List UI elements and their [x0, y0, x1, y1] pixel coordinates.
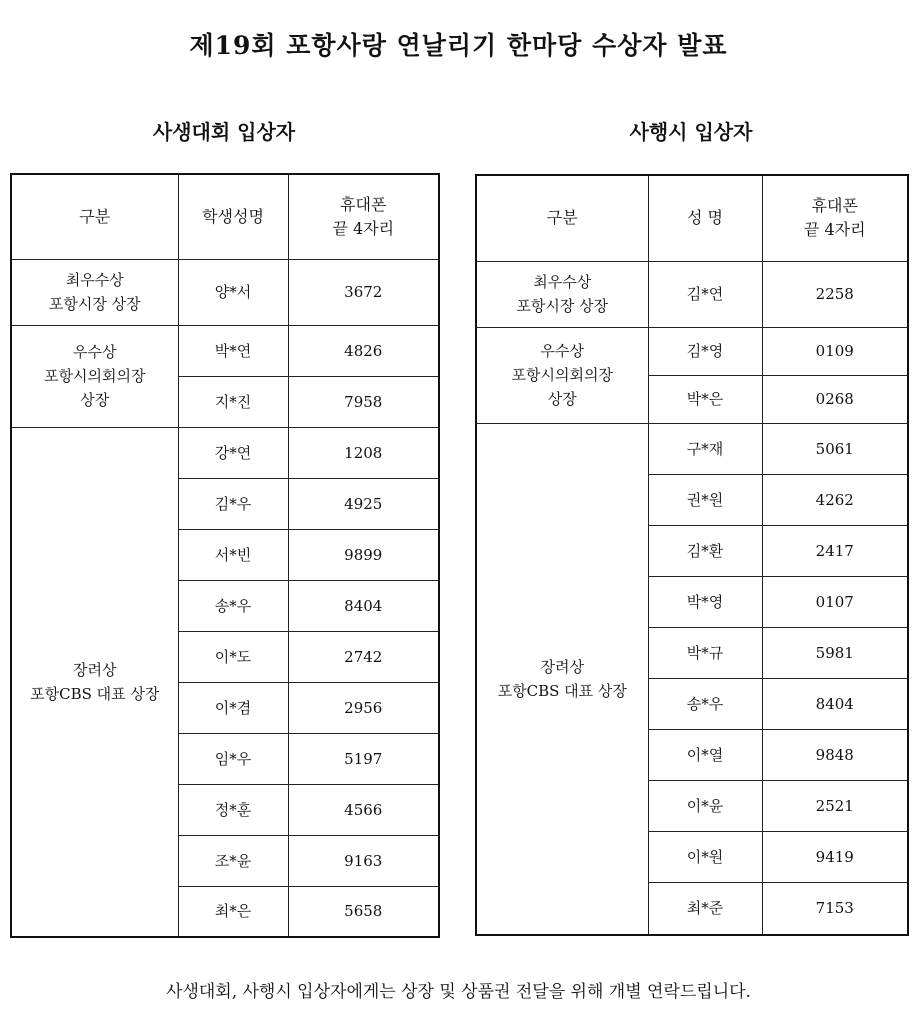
- kite-awards-table: [475, 174, 909, 936]
- winner-name: 권*원: [648, 474, 762, 525]
- phone-last4: 5981: [762, 627, 908, 678]
- winner-name: 송*우: [648, 678, 762, 729]
- header-category: 구분: [11, 174, 178, 259]
- table-header-row: [11, 174, 439, 259]
- header-phone-line2: 끝 4자리: [803, 220, 866, 240]
- phone-last4: 7958: [288, 376, 439, 427]
- table-row: [11, 325, 439, 376]
- winner-name: 박*규: [648, 627, 762, 678]
- winner-name: 이*원: [648, 831, 762, 882]
- winner-name: 이*겸: [178, 682, 288, 733]
- contact-notice: 사생대회, 사행시 입상자에게는 상장 및 상품권 전달을 위해 개별 연락드립니다.: [166, 982, 751, 1002]
- winner-name: 조*윤: [178, 835, 288, 886]
- kite-section-heading: 사행시 입상자: [629, 120, 753, 144]
- header-name: 학생성명: [178, 174, 288, 259]
- phone-last4: 2956: [288, 682, 439, 733]
- winner-name: 송*우: [178, 580, 288, 631]
- winner-name: 김*환: [648, 525, 762, 576]
- category-grand-prize: 최우수상 포항시장 상장: [476, 261, 648, 327]
- header-category: 구분: [476, 175, 648, 261]
- phone-last4: 0107: [762, 576, 908, 627]
- header-phone-line1: 휴대폰: [340, 194, 387, 214]
- winner-name: 이*도: [178, 631, 288, 682]
- header-phone: [288, 174, 439, 259]
- category-excellence: 우수상 포항시의회의장 상장: [476, 327, 648, 423]
- winner-name: 강*연: [178, 427, 288, 478]
- table-row: [476, 423, 908, 474]
- winner-name: 이*윤: [648, 780, 762, 831]
- phone-last4: 4566: [288, 784, 439, 835]
- phone-last4: 9848: [762, 729, 908, 780]
- phone-last4: 2258: [762, 261, 908, 327]
- winner-name: 최*은: [178, 886, 288, 937]
- winner-name: 김*영: [648, 327, 762, 375]
- header-phone-line1: 휴대폰: [811, 196, 858, 216]
- table-row: [476, 327, 908, 375]
- phone-last4: 9163: [288, 835, 439, 886]
- phone-last4: 5658: [288, 886, 439, 937]
- page-title: 제19회 포항사랑 연날리기 한마당 수상자 발표: [189, 31, 728, 60]
- student-section-heading: 사생대회 입상자: [152, 120, 296, 144]
- phone-last4: 4826: [288, 325, 439, 376]
- winner-name: 김*우: [178, 478, 288, 529]
- phone-last4: 2521: [762, 780, 908, 831]
- winner-name: 박*영: [648, 576, 762, 627]
- category-encouragement: 장려상 포항CBS 대표 상장: [11, 427, 178, 937]
- phone-last4: 2417: [762, 525, 908, 576]
- winner-name: 박*은: [648, 375, 762, 423]
- phone-last4: 0109: [762, 327, 908, 375]
- winner-name: 임*우: [178, 733, 288, 784]
- phone-last4: 4925: [288, 478, 439, 529]
- category-grand-prize: 최우수상 포항시장 상장: [11, 259, 178, 325]
- phone-last4: 1208: [288, 427, 439, 478]
- table-header-row: [476, 175, 908, 261]
- phone-last4: 0268: [762, 375, 908, 423]
- winner-name: 정*훈: [178, 784, 288, 835]
- category-encouragement: 장려상 포항CBS 대표 상장: [476, 423, 648, 935]
- category-excellence: 우수상 포항시의회의장 상장: [11, 325, 178, 427]
- header-phone-line2: 끝 4자리: [332, 218, 395, 238]
- winner-name: 양*서: [178, 259, 288, 325]
- winner-name: 서*빈: [178, 529, 288, 580]
- phone-last4: 4262: [762, 474, 908, 525]
- winner-name: 지*진: [178, 376, 288, 427]
- phone-last4: 5061: [762, 423, 908, 474]
- header-name: 성 명: [648, 175, 762, 261]
- winner-name: 최*준: [648, 882, 762, 935]
- phone-last4: 8404: [762, 678, 908, 729]
- phone-last4: 8404: [288, 580, 439, 631]
- phone-last4: 5197: [288, 733, 439, 784]
- winner-name: 김*연: [648, 261, 762, 327]
- table-row: [476, 261, 908, 327]
- phone-last4: 9899: [288, 529, 439, 580]
- winner-name: 구*재: [648, 423, 762, 474]
- winner-name: 박*연: [178, 325, 288, 376]
- phone-last4: 7153: [762, 882, 908, 935]
- phone-last4: 3672: [288, 259, 439, 325]
- phone-last4: 2742: [288, 631, 439, 682]
- winner-name: 이*열: [648, 729, 762, 780]
- header-phone: [762, 175, 908, 261]
- student-awards-table: [10, 173, 440, 938]
- phone-last4: 9419: [762, 831, 908, 882]
- table-row: [11, 427, 439, 478]
- table-row: [11, 259, 439, 325]
